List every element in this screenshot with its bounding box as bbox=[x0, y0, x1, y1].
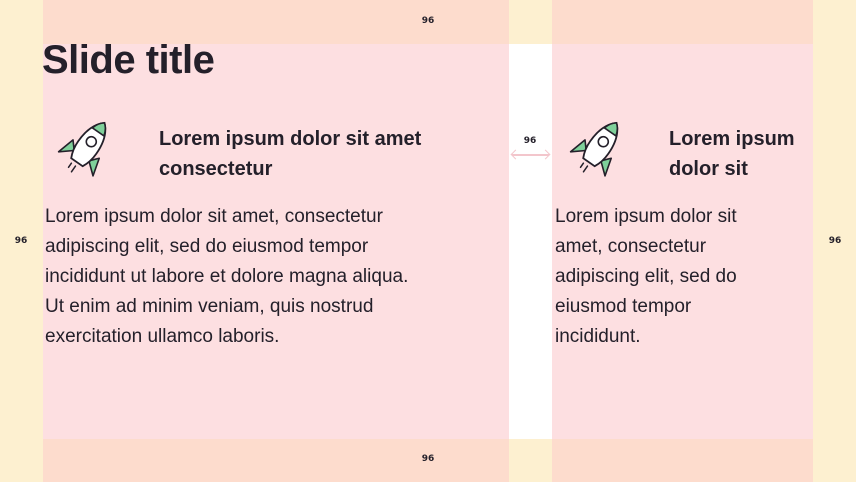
card-2-heading bbox=[669, 124, 809, 184]
gutter-measure-arrow bbox=[512, 154, 549, 156]
card-1-heading bbox=[159, 124, 499, 184]
card-1-body-line: Lorem ipsum dolor sit amet, consectetur bbox=[45, 206, 383, 227]
bottom-spacing-label: 96 bbox=[421, 454, 435, 464]
card-1-body-line: adipiscing elit, sed do eiusmod tempor bbox=[45, 236, 369, 257]
card-2-body-line: adipiscing elit, sed do bbox=[555, 266, 737, 287]
card-2-body-line: Lorem ipsum dolor sit bbox=[555, 206, 737, 227]
card-1-heading-line-1: Lorem ipsum dolor sit amet bbox=[159, 128, 422, 150]
top-spacing-label: 96 bbox=[421, 16, 435, 26]
card-2-body-line: eiusmod tempor bbox=[555, 296, 692, 317]
left-spacing-label: 96 bbox=[14, 236, 28, 246]
card-2-icon bbox=[568, 112, 634, 183]
card-2-body-line: incididunt. bbox=[555, 326, 641, 347]
right-spacing-label: 96 bbox=[828, 236, 842, 246]
card-2-heading-line-2: dolor sit bbox=[669, 158, 748, 180]
card-2-body bbox=[555, 202, 811, 352]
slide-title: Slide title bbox=[42, 38, 215, 82]
rocket-icon bbox=[56, 112, 122, 178]
gutter-spacing-label: 96 bbox=[523, 136, 537, 146]
card-1-icon bbox=[56, 112, 122, 183]
card-2-body-line: amet, consectetur bbox=[555, 236, 707, 257]
card-1-body-line: incididunt ut labore et dolore magna aliqua. bbox=[45, 266, 409, 287]
card-2-heading-line-1: Lorem ipsum bbox=[669, 128, 795, 150]
rocket-icon bbox=[568, 112, 634, 178]
card-1-body-line: exercitation ullamco laboris. bbox=[45, 326, 280, 347]
right-column-top-overlap bbox=[552, 0, 813, 44]
card-1-body bbox=[45, 202, 507, 352]
right-column-bottom-overlap bbox=[552, 439, 813, 482]
card-1-heading-line-2: consectetur bbox=[159, 158, 273, 180]
gutter-content-area bbox=[509, 44, 552, 439]
card-1-body-line: Ut enim ad minim veniam, quis nostrud bbox=[45, 296, 374, 317]
